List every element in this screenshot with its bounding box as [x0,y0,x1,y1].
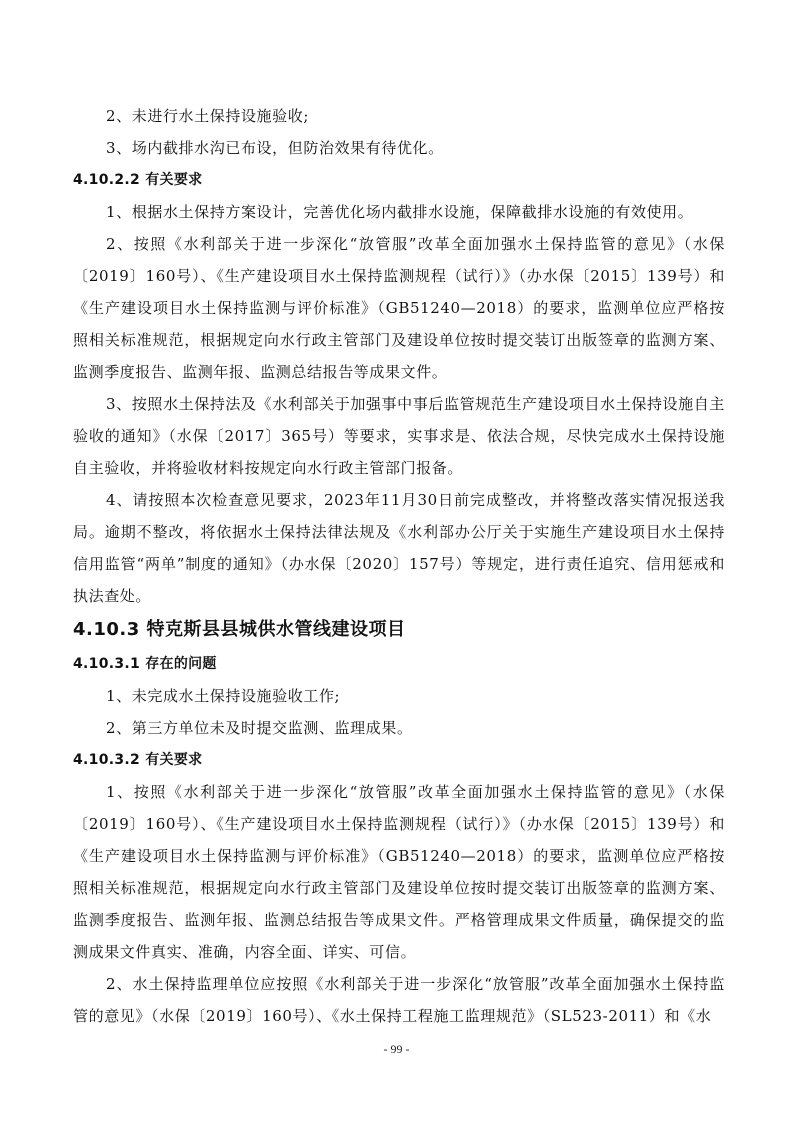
section-heading: 4.10.2.2 有关要求 [73,172,203,188]
section-heading: 4.10.3.2 有关要求 [73,752,203,768]
list-item: 1、按照《水利部关于进一步深化“放管服”改革全面加强水土保持监管的意见》（水保〔2019〕160号）、《生产建设项目水土保持监测规程（试行）》（办水保〔2015〕139号）和《生产建设项目水土保持监测与评价标准》（GB51240—2018）的要求，监测单位应严格按照相关标准规范，根据规定向水行政主管部门及建设单位按时提交装订出版签章的监测方案、监测季度报告、监测年报、监测总结报告等成果文件。严格管理成果文件质量，确保提交的监测成果文件真实、准确，内容全面、详实、可信。 [73,783,725,961]
list-item: 3、场内截排水沟已布设，但防治效果有待优化。 [106,139,444,157]
list-item: 2、水土保持监理单位应按照《水利部关于进一步深化“放管服”改革全面加强水土保持监管的意见》（水保〔2019〕160号）、《水土保持工程施工监理规范》（SL523-2011）和《水 [73,975,725,1025]
list-item: 2、第三方单位未及时提交监测、监理成果。 [106,719,413,737]
section-heading: 4.10.3.1 存在的问题 [73,656,217,672]
list-item: 4、请按照本次检查意见要求，2023年11月30日前完成整改，并将整改落实情况报送我局。逾期不整改，将依据水土保持法律法规及《水利部办公厅关于实施生产建设项目水土保持信用监管“两单”制度的通知》（办水保〔2020〕157号）等规定，进行责任追究、信用惩戒和执法查处。 [73,491,725,605]
subsection-title: 4.10.3 特克斯县县城供水管线建设项目 [73,619,406,640]
list-item: 3、按照水土保持法及《水利部关于加强事中事后监管规范生产建设项目水土保持设施自主验收的通知》（水保〔2017〕365号）等要求，实事求是、依法合规，尽快完成水土保持设施自主验收，并将验收材料按规定向水行政主管部门报备。 [73,395,725,477]
page-number: - 99 - [383,1042,410,1056]
list-item: 2、按照《水利部关于进一步深化“放管服”改革全面加强水土保持监管的意见》（水保〔2019〕160号）、《生产建设项目水土保持监测规程（试行）》（办水保〔2015〕139号）和《生产建设项目水土保持监测与评价标准》（GB51240—2018）的要求，监测单位应严格按照相关标准规范，根据规定向水行政主管部门及建设单位按时提交装订出版签章的监测方案、监测季度报告、监测年报、监测总结报告等成果文件。 [73,235,725,381]
list-item: 2、未进行水土保持设施验收; [106,107,309,125]
document-body [73,100,725,1032]
list-item: 1、未完成水土保持设施验收工作; [106,687,341,705]
list-item: 1、根据水土保持方案设计，完善优化场内截排水设施，保障截排水设施的有效使用。 [106,203,694,221]
